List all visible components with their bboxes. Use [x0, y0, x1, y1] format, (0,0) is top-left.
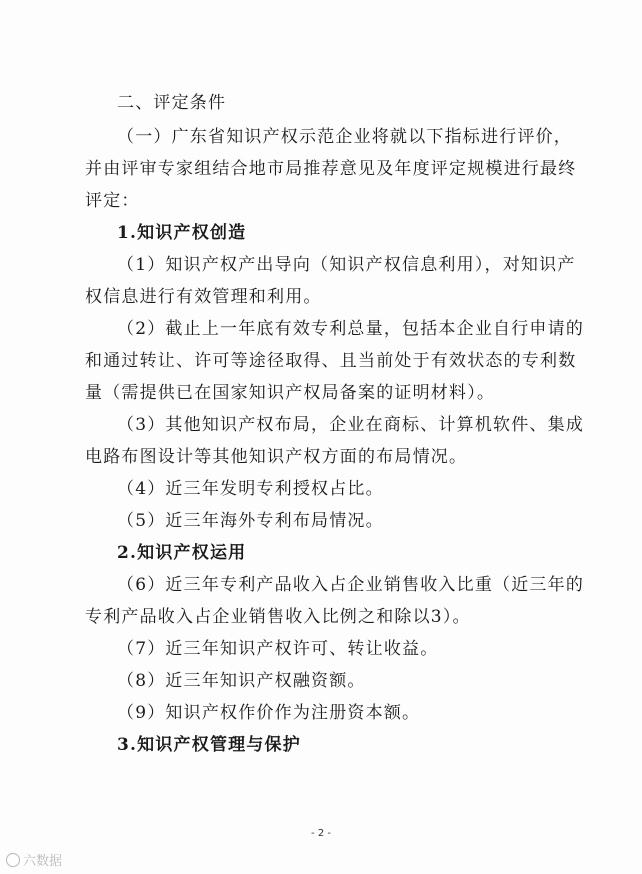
watermark-text: 六数据	[23, 854, 63, 869]
intro-line-3: 评定：	[85, 191, 140, 211]
item1-line-2: 权信息进行有效管理和利用。	[85, 287, 322, 307]
item6-line-2: 专利产品收入占企业销售收入比例之和除以3）。	[85, 607, 471, 627]
item3-line-2: 电路布图设计等其他知识产权方面的布局情况。	[85, 447, 468, 467]
item6-line-1: （6）近三年专利产品收入占企业销售收入比重（近三年的	[117, 575, 585, 595]
item7-line: （7）近三年知识产权许可、转让收益。	[117, 639, 439, 659]
item2-line-3: 量（需提供已在国家知识产权局备案的证明材料）。	[85, 383, 496, 403]
watermark-logo-icon	[6, 853, 20, 867]
item2-line-2: 和通过转让、许可等途径取得、且当前处于有效状态的专利数	[85, 351, 577, 371]
item8-line: （8）近三年知识产权融资额。	[117, 671, 366, 691]
page-number: - 2 -	[311, 828, 331, 839]
item9-line: （9）知识产权作价作为注册资本额。	[117, 703, 421, 723]
intro-line-1: （一）广东省知识产权示范企业将就以下指标进行评价，	[117, 127, 572, 147]
item3-line-1: （3）其他知识产权布局，企业在商标、计算机软件、集成	[117, 415, 585, 435]
section-title: 二、评定条件	[117, 93, 227, 113]
part1-title: 1.知识产权创造	[117, 223, 247, 243]
part3-title: 3.知识产权管理与保护	[117, 735, 301, 755]
intro-line-2: 并由评审专家组结合地市局推荐意见及年度评定规模进行最终	[85, 159, 577, 179]
item5-line: （5）近三年海外专利布局情况。	[117, 511, 384, 531]
item1-line-1: （1）知识产权产出导向（知识产权信息利用），对知识产	[117, 255, 576, 275]
item2-line-1: （2）截止上一年底有效专利总量，包括本企业自行申请的	[117, 319, 585, 339]
item4-line: （4）近三年发明专利授权占比。	[117, 479, 384, 499]
part2-title: 2.知识产权运用	[117, 543, 247, 563]
watermark	[6, 850, 62, 869]
